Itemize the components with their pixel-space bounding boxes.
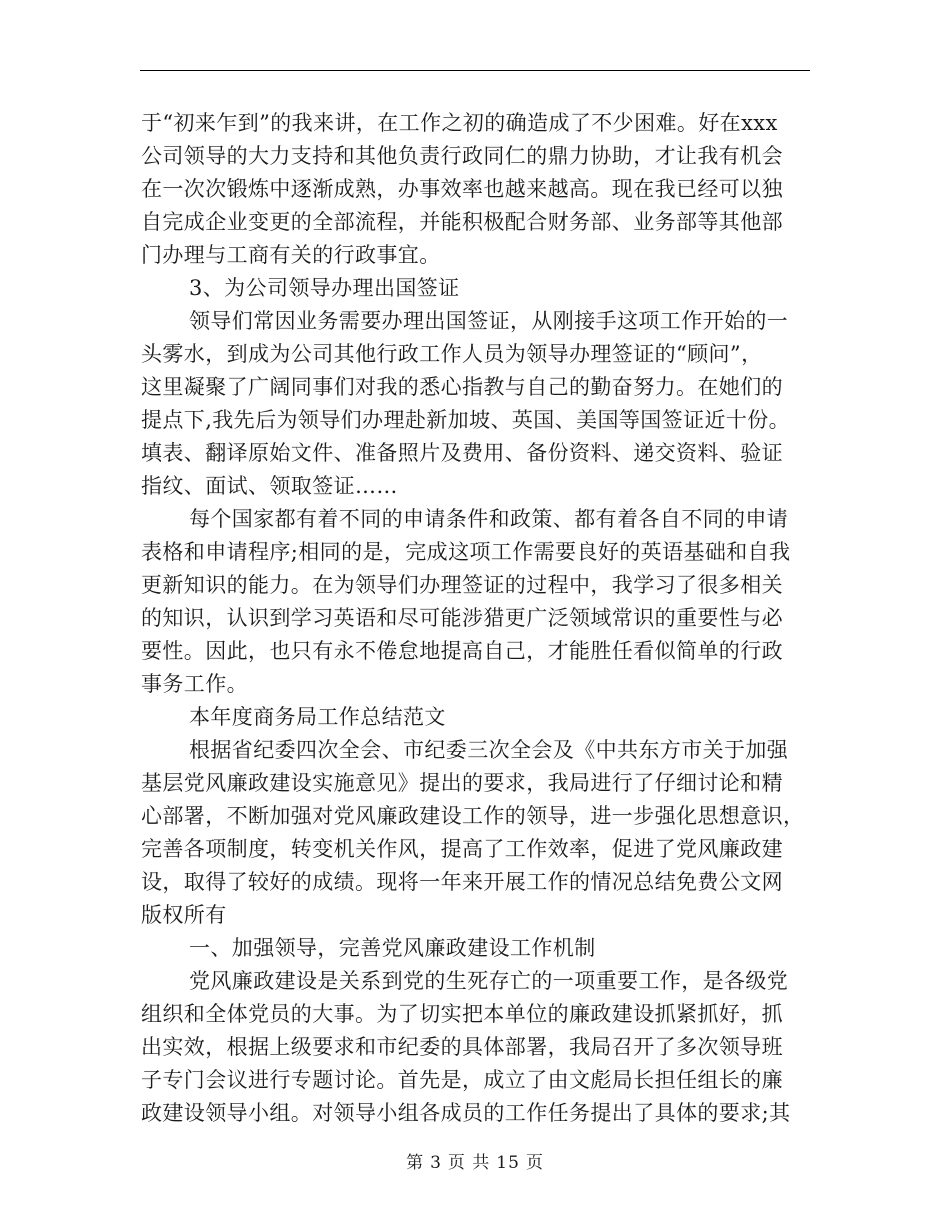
page-number: 3 xyxy=(430,1153,442,1173)
text-line: 完善各项制度，转变机关作风，提高了工作效率，促进了党风廉政建 xyxy=(141,837,783,861)
text-line: 提点下,我先后为领导们办理赴新加坡、英国、美国等国签证近十份。 xyxy=(141,408,791,432)
text-line: 公司领导的大力支持和其他负责行政同仁的鼎力协助，才让我有机会 xyxy=(141,144,783,168)
section-heading: 一、加强领导，完善党风廉政建设工作机制 xyxy=(189,936,596,960)
text-line: 于“初来乍到”的我来讲，在工作之初的确造成了不少困难。好在xxx xyxy=(141,111,778,135)
text-line: 根据省纪委四次全会、市纪委三次全会及《中共东方市关于加强 xyxy=(189,738,789,762)
text-line: 门办理与工商有关的行政事宜。 xyxy=(141,243,441,267)
document-title: 本年度商务局工作总结范文 xyxy=(189,705,446,729)
section-heading: 3、为公司领导办理出国签证 xyxy=(189,276,460,300)
text-line: 党风廉政建设是关系到党的生死存亡的一项重要工作，是各级党 xyxy=(189,969,789,993)
footer-suffix: 页 xyxy=(525,1153,544,1173)
text-line: 心部署，不断加强对党风廉政建设工作的领导，进一步强化思想意识， xyxy=(141,804,805,828)
text-line: 更新知识的能力。在为领导们办理签证的过程中，我学习了很多相关 xyxy=(141,573,783,597)
text-line: 表格和申请程序;相同的是，完成这项工作需要良好的英语基础和自我 xyxy=(141,540,791,564)
text-line: 领导们常因业务需要办理出国签证，从刚接手这项工作开始的一 xyxy=(189,309,789,333)
text-line: 版权所有 xyxy=(141,903,227,927)
text-line: 填表、翻译原始文件、准备照片及费用、备份资料、递交资料、验证 xyxy=(141,441,783,465)
text-line: 自完成企业变更的全部流程，并能积极配合财务部、业务部等其他部 xyxy=(141,210,783,234)
text-line: 在一次次锻炼中逐渐成熟，办事效率也越来越高。现在我已经可以独 xyxy=(141,177,783,201)
text-line: 头雾水，到成为公司其他行政工作人员为领导办理签证的“顾问”， xyxy=(141,342,763,366)
text-line: 政建设领导小组。对领导小组各成员的工作任务提出了具体的要求;其 xyxy=(141,1101,791,1125)
text-line: 每个国家都有着不同的申请条件和政策、都有着各自不同的申请 xyxy=(189,507,789,531)
text-line: 设，取得了较好的成绩。现将一年来开展工作的情况总结免费公文网 xyxy=(141,870,783,894)
text-line: 指纹、面试、领取签证…… xyxy=(141,474,398,498)
text-line: 基层党风廉政建设实施意见》提出的要求，我局进行了仔细讨论和精 xyxy=(141,771,783,795)
text-line: 事务工作。 xyxy=(141,672,248,696)
document-body xyxy=(141,107,811,1130)
text-line: 出实效，根据上级要求和市纪委的具体部署，我局召开了多次领导班 xyxy=(141,1035,783,1059)
footer-prefix: 第 xyxy=(406,1153,425,1173)
page-footer xyxy=(0,1148,950,1173)
text-line: 的知识，认识到学习英语和尽可能涉猎更广泛领域常识的重要性与必 xyxy=(141,606,783,630)
header-rule xyxy=(140,70,810,71)
text-line: 组织和全体党员的大事。为了切实把本单位的廉政建设抓紧抓好，抓 xyxy=(141,1002,783,1026)
text-line: 子专门会议进行专题讨论。首先是，成立了由文彪局长担任组长的廉 xyxy=(141,1068,783,1092)
text-line: 这里凝聚了广阔同事们对我的悉心指教与自己的勤奋努力。在她们的 xyxy=(141,375,783,399)
footer-mid: 页 共 xyxy=(447,1153,491,1173)
text-line: 要性。因此，也只有永不倦怠地提高自己，才能胜任看似简单的行政 xyxy=(141,639,783,663)
page-total: 15 xyxy=(496,1153,520,1173)
